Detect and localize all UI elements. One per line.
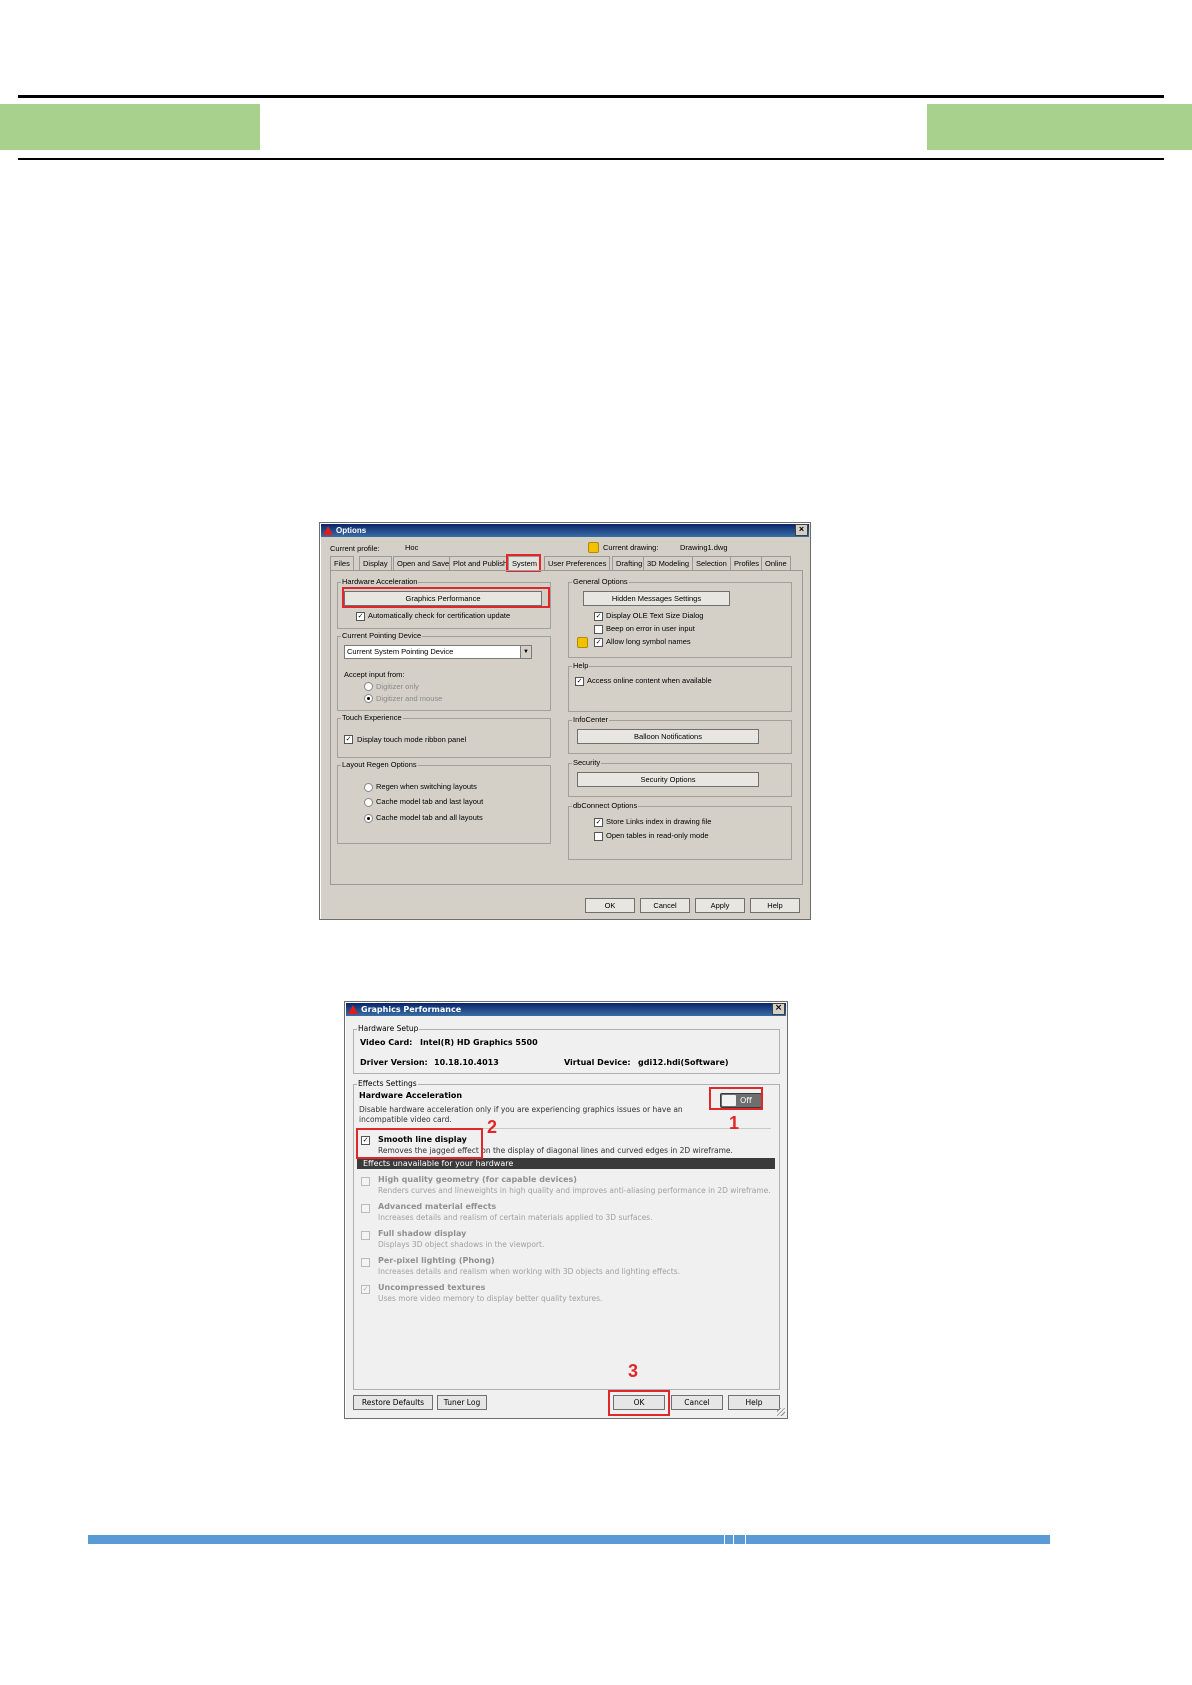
tuner-log-button[interactable]: Tuner Log [437, 1395, 487, 1410]
advanced-material-title: Advanced material effects [378, 1202, 497, 1211]
dbconnect-label: dbConnect Options [573, 801, 638, 810]
help-group [568, 661, 792, 712]
tab-selection[interactable]: Selection [692, 556, 731, 570]
cache-all-layouts-radio[interactable] [364, 814, 373, 823]
uncompressed-textures-title: Uncompressed textures [378, 1283, 486, 1292]
graphics-performance-button[interactable]: Graphics Performance [344, 591, 542, 606]
digitizer-only-label: Digitizer only [376, 682, 419, 691]
per-pixel-lighting-desc: Increases details and realism when working with 3D objects and lighting effects. [378, 1267, 681, 1276]
current-profile-value: Hoc [405, 543, 419, 552]
pointing-device-label: Current Pointing Device [342, 631, 422, 640]
options-help-button[interactable]: Help [750, 898, 800, 913]
uncompressed-textures-checkbox: ✓ [362, 1285, 369, 1293]
auto-check-label: Automatically check for certification update [368, 611, 511, 620]
warning-icon [577, 637, 588, 648]
footer-tick [724, 1532, 725, 1544]
security-options-button[interactable]: Security Options [577, 772, 759, 787]
autocad-logo-icon [323, 526, 333, 535]
long-symbol-label: Allow long symbol names [606, 637, 691, 646]
current-drawing-label: Current drawing: [603, 543, 659, 552]
chevron-down-icon[interactable]: ▼ [520, 646, 531, 658]
general-options-label: General Options [573, 577, 628, 586]
resize-grip-icon[interactable] [777, 1408, 785, 1416]
balloon-notifications-button[interactable]: Balloon Notifications [577, 729, 759, 744]
graphics-titlebar [346, 1003, 786, 1016]
header-rule-top [18, 95, 1164, 98]
virtual-device-label: Virtual Device: [564, 1058, 631, 1067]
options-ok-button[interactable]: OK [585, 898, 635, 913]
graphics-performance-dialog [344, 1001, 788, 1419]
digitizer-and-mouse-radio[interactable] [364, 694, 373, 703]
general-options-group [568, 577, 792, 658]
tab-open-and-save[interactable]: Open and Save [393, 556, 453, 570]
callout-2: 2 [487, 1117, 498, 1137]
effects-settings-label: Effects Settings [358, 1079, 417, 1088]
driver-version-label: Driver Version: [360, 1058, 428, 1067]
full-shadow-checkbox [361, 1231, 370, 1240]
graphics-help-button[interactable]: Help [728, 1395, 780, 1410]
tab-drafting[interactable]: Drafting [612, 556, 646, 570]
advanced-material-checkbox [361, 1204, 370, 1213]
store-links-label: Store Links index in drawing file [606, 817, 712, 826]
footer-tick [733, 1532, 734, 1544]
online-content-label: Access online content when available [587, 676, 712, 685]
auto-check-checkbox[interactable]: ✓ [357, 613, 364, 620]
tab-plot-and-publish[interactable]: Plot and Publish [449, 556, 511, 570]
high-quality-geometry-title: High quality geometry (for capable devices) [378, 1175, 577, 1184]
hardware-setup-label: Hardware Setup [358, 1024, 419, 1033]
graphics-ok-button[interactable]: OK [613, 1395, 665, 1410]
uncompressed-textures-desc: Uses more video memory to display better quality textures. [378, 1294, 603, 1303]
pointing-device-group [337, 631, 551, 711]
read-only-checkbox[interactable] [594, 832, 603, 841]
infocenter-group [568, 715, 792, 754]
video-card-label: Video Card: [360, 1038, 413, 1047]
security-label: Security [573, 758, 601, 767]
high-quality-geometry-desc: Renders curves and lineweights in high quality and improves anti-aliasing performance in 2D wireframe. [378, 1186, 771, 1195]
effects-unavailable-header: Effects unavailable for your hardware [357, 1158, 775, 1169]
graphics-performance-highlight [342, 587, 550, 608]
ole-dialog-checkbox[interactable]: ✓ [595, 613, 602, 620]
tab-strip [330, 556, 800, 570]
autocad-logo-icon [348, 1005, 358, 1014]
cache-last-layout-radio[interactable] [364, 798, 373, 807]
smooth-line-desc: Removes the jagged effect on the display of diagonal lines and curved edges in 2D wireframe. [378, 1146, 733, 1155]
store-links-checkbox[interactable]: ✓ [595, 819, 602, 826]
virtual-device-value: gdi12.hdi(Software) [638, 1058, 729, 1067]
hardware-setup-group [353, 1024, 780, 1074]
touch-experience-group [337, 713, 551, 758]
full-shadow-title: Full shadow display [378, 1229, 467, 1238]
layout-regen-group [337, 760, 551, 844]
accept-input-label: Accept input from: [344, 670, 405, 679]
per-pixel-lighting-checkbox [361, 1258, 370, 1267]
graphics-cancel-button[interactable]: Cancel [671, 1395, 723, 1410]
long-symbol-checkbox[interactable]: ✓ [595, 639, 602, 646]
tab-user-preferences[interactable]: User Preferences [544, 556, 610, 570]
smooth-line-highlight [356, 1128, 483, 1159]
regen-switching-radio[interactable] [364, 783, 373, 792]
smooth-line-checkbox[interactable]: ✓ [362, 1136, 369, 1144]
close-icon[interactable]: × [772, 1003, 785, 1015]
cache-all-layouts-label: Cache model tab and all layouts [376, 813, 483, 822]
hw-accel-desc-line2: incompatible video card. [359, 1115, 452, 1124]
graphics-title: Graphics Performance [361, 1005, 462, 1014]
toggle-state-label: Off [740, 1096, 752, 1105]
header-green-block-left [0, 104, 260, 150]
regen-switching-label: Regen when switching layouts [376, 782, 477, 791]
digitizer-only-radio[interactable] [364, 682, 373, 691]
hidden-messages-button[interactable]: Hidden Messages Settings [583, 591, 730, 606]
current-drawing-value: Drawing1.dwg [680, 543, 728, 552]
beep-error-checkbox[interactable] [594, 625, 603, 634]
callout-3: 3 [628, 1361, 639, 1381]
hardware-acceleration-label: Hardware Acceleration [342, 577, 418, 586]
toggle-highlight [709, 1087, 763, 1110]
header-green-block-right [927, 104, 1192, 150]
layout-regen-label: Layout Regen Options [342, 760, 417, 769]
hw-accel-title: Hardware Acceleration [359, 1091, 463, 1100]
advanced-material-desc: Increases details and realism of certain materials applied to 3D surfaces. [378, 1213, 653, 1222]
online-content-checkbox[interactable]: ✓ [576, 678, 583, 685]
callout-1: 1 [729, 1113, 740, 1133]
read-only-label: Open tables in read-only mode [606, 831, 709, 840]
hw-accel-desc-line1: Disable hardware acceleration only if you are experiencing graphics issues or have an [359, 1105, 683, 1114]
footer-bar [88, 1535, 1050, 1544]
tab-profiles[interactable]: Profiles [730, 556, 763, 570]
driver-version-value: 10.18.10.4013 [434, 1058, 499, 1067]
tab-display[interactable]: Display [359, 556, 392, 570]
high-quality-geometry-checkbox [361, 1177, 370, 1186]
pointing-device-selected: Current System Pointing Device [347, 647, 454, 656]
options-apply-button[interactable]: Apply [695, 898, 745, 913]
current-profile-label: Current profile: [330, 544, 380, 553]
tab-online[interactable]: Online [761, 556, 791, 570]
smooth-line-title: Smooth line display [378, 1135, 467, 1144]
security-group [568, 758, 792, 797]
pointing-device-select[interactable] [344, 645, 532, 659]
dbconnect-group [568, 801, 792, 860]
tab-system[interactable]: System [508, 556, 541, 570]
touch-ribbon-label: Display touch mode ribbon panel [357, 735, 467, 744]
per-pixel-lighting-title: Per-pixel lighting (Phong) [378, 1256, 495, 1265]
video-card-value: Intel(R) HD Graphics 5500 [420, 1038, 538, 1047]
infocenter-label: InfoCenter [573, 715, 609, 724]
cache-last-layout-label: Cache model tab and last layout [376, 797, 484, 806]
tab-files[interactable]: Files [330, 556, 354, 570]
beep-error-label: Beep on error in user input [606, 624, 695, 633]
drawing-icon [588, 542, 599, 553]
options-dialog [319, 522, 811, 920]
full-shadow-desc: Displays 3D object shadows in the viewport. [378, 1240, 545, 1249]
digitizer-and-mouse-label: Digitizer and mouse [376, 694, 443, 703]
help-group-label: Help [573, 661, 589, 670]
tab-3d-modeling[interactable]: 3D Modeling [643, 556, 693, 570]
restore-defaults-button[interactable]: Restore Defaults [353, 1395, 433, 1410]
ole-dialog-label: Display OLE Text Size Dialog [606, 611, 704, 620]
close-icon[interactable]: × [795, 524, 808, 536]
touch-experience-label: Touch Experience [342, 713, 402, 722]
footer-tick [745, 1532, 746, 1544]
options-title: Options [336, 526, 367, 535]
touch-ribbon-checkbox[interactable]: ✓ [345, 736, 352, 743]
options-cancel-button[interactable]: Cancel [640, 898, 690, 913]
header-rule-bottom [18, 158, 1164, 160]
ok-button-highlight [608, 1390, 670, 1416]
options-titlebar [321, 524, 809, 537]
